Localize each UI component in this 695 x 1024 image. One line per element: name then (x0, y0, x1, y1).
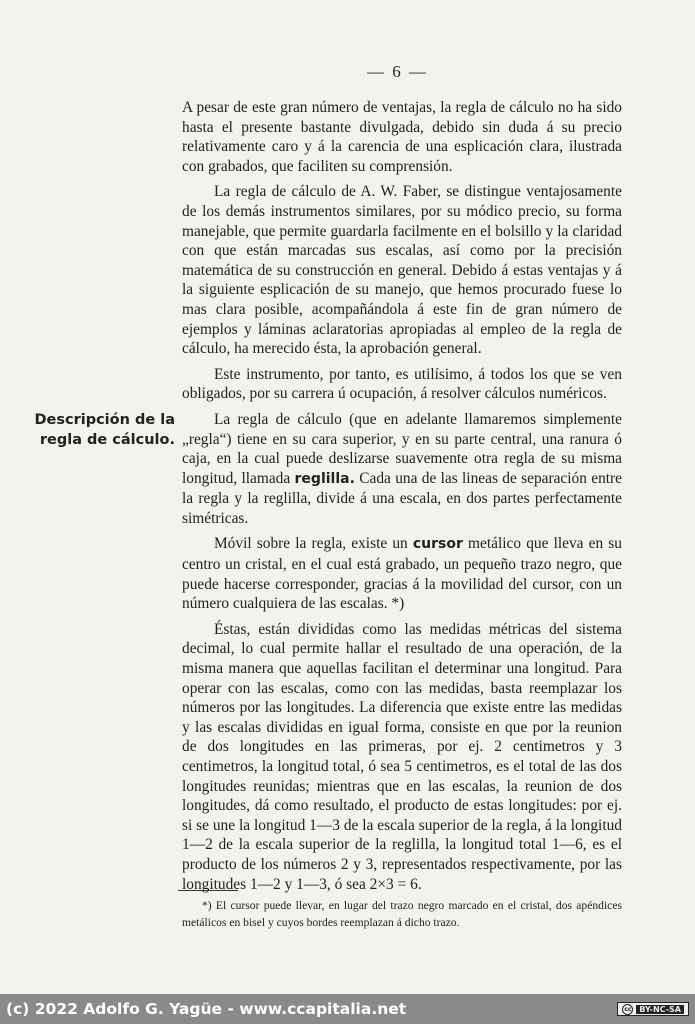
paragraph-4 (182, 410, 622, 529)
term-reglilla: reglilla. (294, 470, 355, 487)
paragraph-4-text-b: Cada una de las lineas de separación entre la regla y la reglilla, divide á una escala, en dos partes perfectamente simétricas. (182, 469, 623, 527)
cc-icon: cc (624, 1005, 632, 1013)
copyright-text: (c) 2022 Adolfo G. Yagüe - www.ccapitalia.net (6, 1000, 407, 1018)
paragraph-5-text-b: metálico que lleva en su centro un cristal, en el cual está grabado, un pequeño trazo negro, que puede hacerse corresponder, gracias á la movilidad del cursor, con un número cualquiera de las escalas. *) (182, 535, 622, 613)
term-cursor: cursor (412, 536, 463, 553)
paragraph-5 (182, 534, 622, 613)
body-text (182, 98, 622, 900)
paragraph-1: A pesar de este gran número de ventajas, la regla de cálculo no ha sido hasta el presente bastante divulgada, debido sin duda á su precio relativamente caro y á la carencia de una esplicación clara, ilustrada con grabados, que faciliten su comprensión. (182, 99, 622, 175)
paragraph-4-text-a: La regla de cálculo (que en adelante llamaremos simplemente „regla“) tiene en su cara superior, y en su parte central, una ranura ó caja, en la cual puede deslizarse suavemente otra regla de su misma longitud, llamada (182, 410, 622, 487)
footer-bar (0, 994, 695, 1024)
margin-heading: Descripción de la regla de cálculo. (34, 412, 175, 448)
page-number: — 6 — (367, 62, 428, 81)
paragraph-6: Éstas, están divididas como las medidas métricas del sistema decimal, lo cual permite hallar el resultado de una operación, de la misma manera que aquellas facilitan el determinar una longitud. Para operar con las escalas, como con las medidas, basta reemplazar los números por las longitudes. La diferencia que existe entre las medidas y las escalas divididas en igual forma, consiste en que por la reunion de dos longitudes en las primeras, por ej. 2 centimetros y 3 centimetros, la longitud total, ó sea 5 centimetros, es el total de las dos longitudes reunidas; mientras que en las escalas, la reunion de dos longitudes, dá como resultado, el producto de estas longitudes: por ej. si se une la longitud 1—3 de la escala superior de la regla, á la longitud 1—2 de la escala superior de la reglilla, la longitud total 1—6, es el producto de los números 2 y 3, representados respectivamente, por las longitudes 1—2 y 1—3, ó sea 2×3 = 6. (182, 620, 622, 893)
footnote-rule (178, 890, 238, 891)
cc-license-text: BY-NC-SA (636, 1005, 684, 1014)
paragraph-3: Este instrumento, por tanto, es utilísimo, á todos los que se ven obligados, por su carrera ú ocupación, á resolver cálculos numéricos. (182, 365, 622, 403)
cc-license-badge (617, 1002, 689, 1016)
paragraph-2: La regla de cálculo de A. W. Faber, se distingue ventajosamente de los demás instrumentos similares, por su módico precio, su forma manejable, que permite guardarla facilmente en el bolsillo y la claridad con que están marcadas sus escalas, así como por la precisión matemática de su construcción en general. Debido á estas ventajas y á la siguiente esplicación de su manejo, que hemos procurado fuese lo mas clara posible, acompañándola á este fin de gran número de ejemplos y láminas aclaratorias apropiadas al empleo de la regla de cálculo, ha merecido ésta, la aprobación general. (182, 183, 622, 358)
paragraph-5-text-a: Móvil sobre la regla, existe un (214, 535, 413, 553)
footnote: *) El cursor puede llevar, en lugar del trazo negro marcado en el cristal, dos apéndices metálicos en bisel y cuyos bordes reemplazan á dicho trazo. (182, 899, 622, 929)
